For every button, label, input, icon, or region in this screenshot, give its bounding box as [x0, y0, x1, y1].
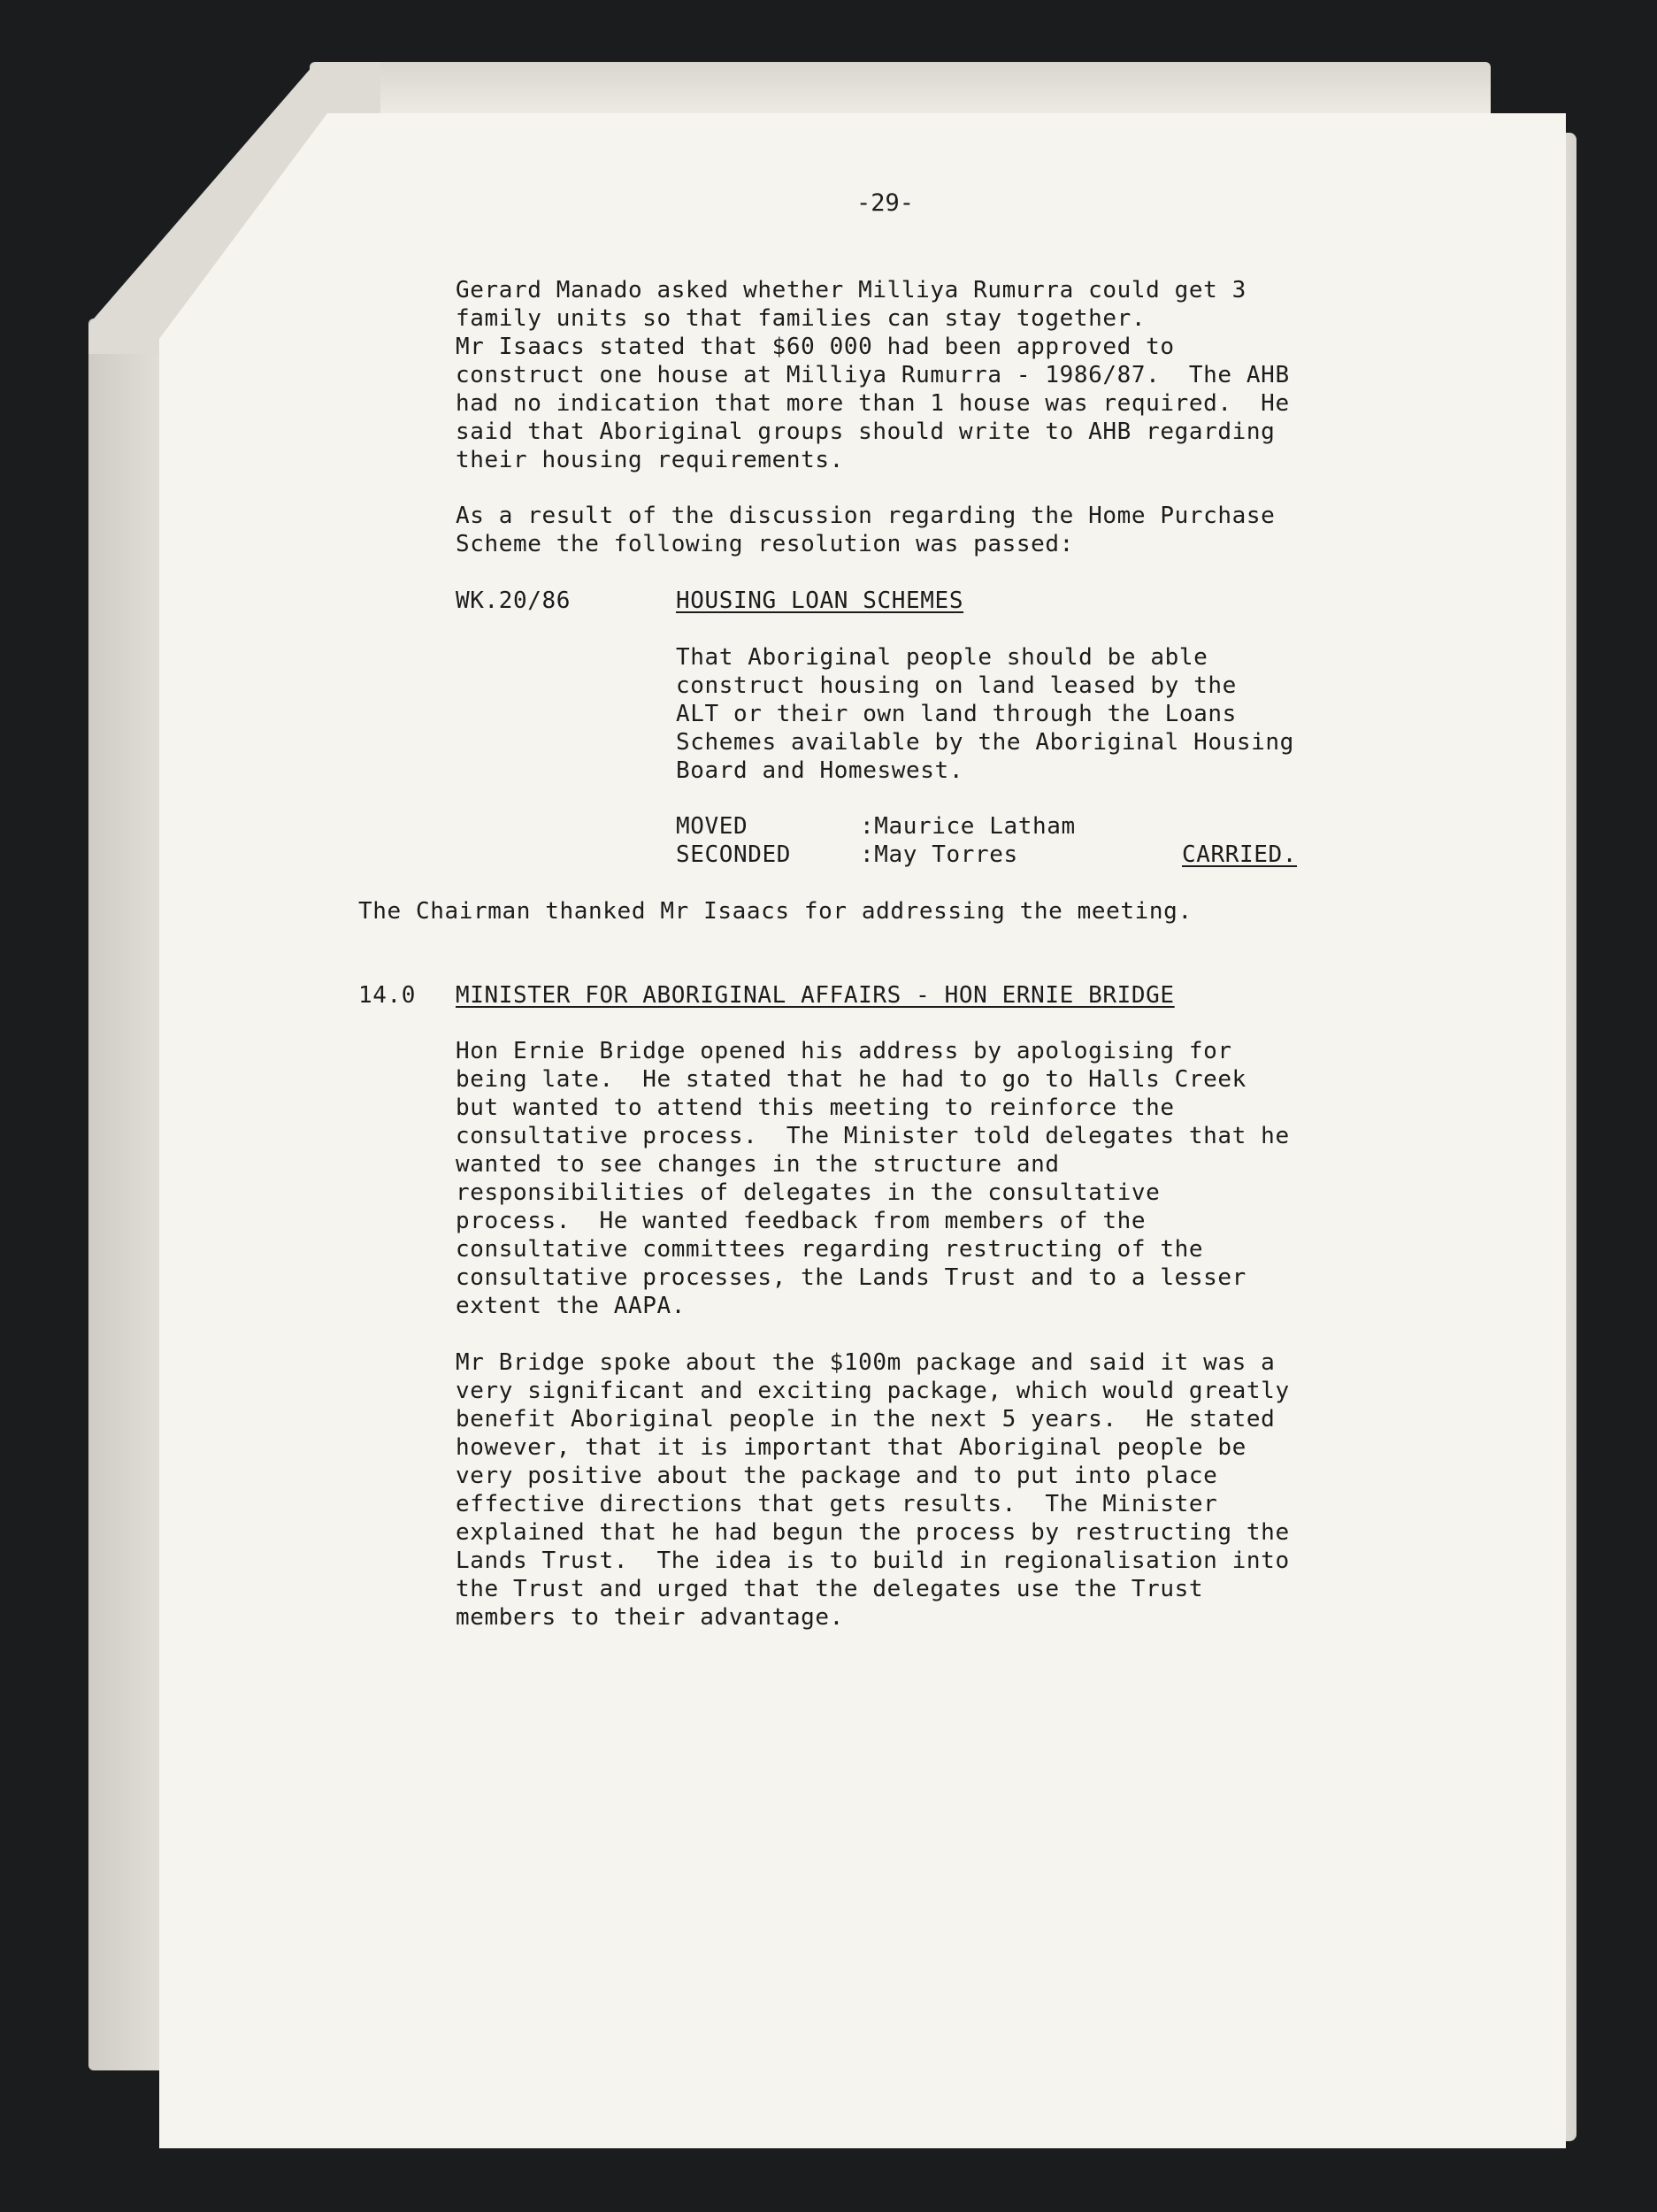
moved-value: :Maurice Latham	[860, 813, 1076, 840]
para1-line: their housing requirements.	[456, 447, 844, 473]
para3-line: process. He wanted feedback from members of the	[456, 1208, 1147, 1234]
resolution-text-line: ALT or their own land through the Loans	[676, 701, 1237, 727]
para1-line: had no indication that more than 1 house was required. He	[456, 390, 1290, 417]
para1-line: construct one house at Milliya Rumurra - 1986/87. The AHB	[456, 362, 1290, 388]
para3-line: but wanted to attend this meeting to reinforce the	[456, 1094, 1175, 1121]
para4-line: benefit Aboriginal people in the next 5 years. He stated	[456, 1406, 1276, 1432]
para4-line: however, that it is important that Aboriginal people be	[456, 1434, 1247, 1461]
resolution-text-line: That Aboriginal people should be able	[676, 644, 1208, 671]
para1-line: Gerard Manado asked whether Milliya Rumurra could get 3	[456, 277, 1247, 303]
resolution-text-line: Board and Homeswest.	[676, 757, 964, 784]
para2-line: Scheme the following resolution was passed:	[456, 531, 1074, 557]
para3-line: responsibilities of delegates in the consultative	[456, 1179, 1161, 1206]
para4-line: explained that he had begun the process by restructing the	[456, 1519, 1290, 1546]
para4-line: Lands Trust. The idea is to build in regionalisation into	[456, 1548, 1290, 1574]
section-number: 14.0	[358, 982, 417, 1009]
section-title: MINISTER FOR ABORIGINAL AFFAIRS - HON ERNIE BRIDGE	[456, 982, 1175, 1009]
moved-label: MOVED	[676, 813, 748, 840]
seconded-label: SECONDED	[676, 841, 792, 868]
para1-line: family units so that families can stay together.	[456, 305, 1147, 332]
para4-line: very significant and exciting package, which would greatly	[456, 1378, 1290, 1404]
para3-line: being late. He stated that he had to go to Halls Creek	[456, 1066, 1247, 1093]
para3-line: consultative process. The Minister told delegates that he	[456, 1123, 1290, 1149]
para3-line: extent the AAPA.	[456, 1293, 687, 1319]
para2-line: As a result of the discussion regarding the Home Purchase	[456, 503, 1276, 529]
seconded-value: :May Torres	[860, 841, 1018, 868]
para3-line: consultative processes, the Lands Trust and to a lesser	[456, 1264, 1247, 1291]
para3-line: wanted to see changes in the structure and	[456, 1151, 1060, 1178]
resolution-title: HOUSING LOAN SCHEMES	[676, 588, 964, 614]
para4-line: members to their advantage.	[456, 1604, 844, 1631]
para1-line: Mr Isaacs stated that $60 000 had been approved to	[456, 334, 1175, 360]
para4-line: the Trust and urged that the delegates use the Trust	[456, 1576, 1204, 1602]
page-number: -29-	[856, 189, 915, 217]
resolution-text-line: construct housing on land leased by the	[676, 672, 1237, 699]
chairman-line: The Chairman thanked Mr Isaacs for addressing the meeting.	[358, 898, 1193, 925]
para3-line: consultative committees regarding restructing of the	[456, 1236, 1204, 1263]
para4-line: effective directions that gets results. The Minister	[456, 1491, 1218, 1517]
para3-line: Hon Ernie Bridge opened his address by apologising for	[456, 1038, 1232, 1064]
resolution-text-line: Schemes available by the Aboriginal Housing	[676, 729, 1294, 756]
carried-status: CARRIED.	[1182, 841, 1298, 868]
resolution-code: WK.20/86	[456, 588, 572, 614]
para4-line: Mr Bridge spoke about the $100m package and said it was a	[456, 1349, 1276, 1376]
para4-line: very positive about the package and to put into place	[456, 1463, 1218, 1489]
para1-line: said that Aboriginal groups should write to AHB regarding	[456, 419, 1276, 445]
